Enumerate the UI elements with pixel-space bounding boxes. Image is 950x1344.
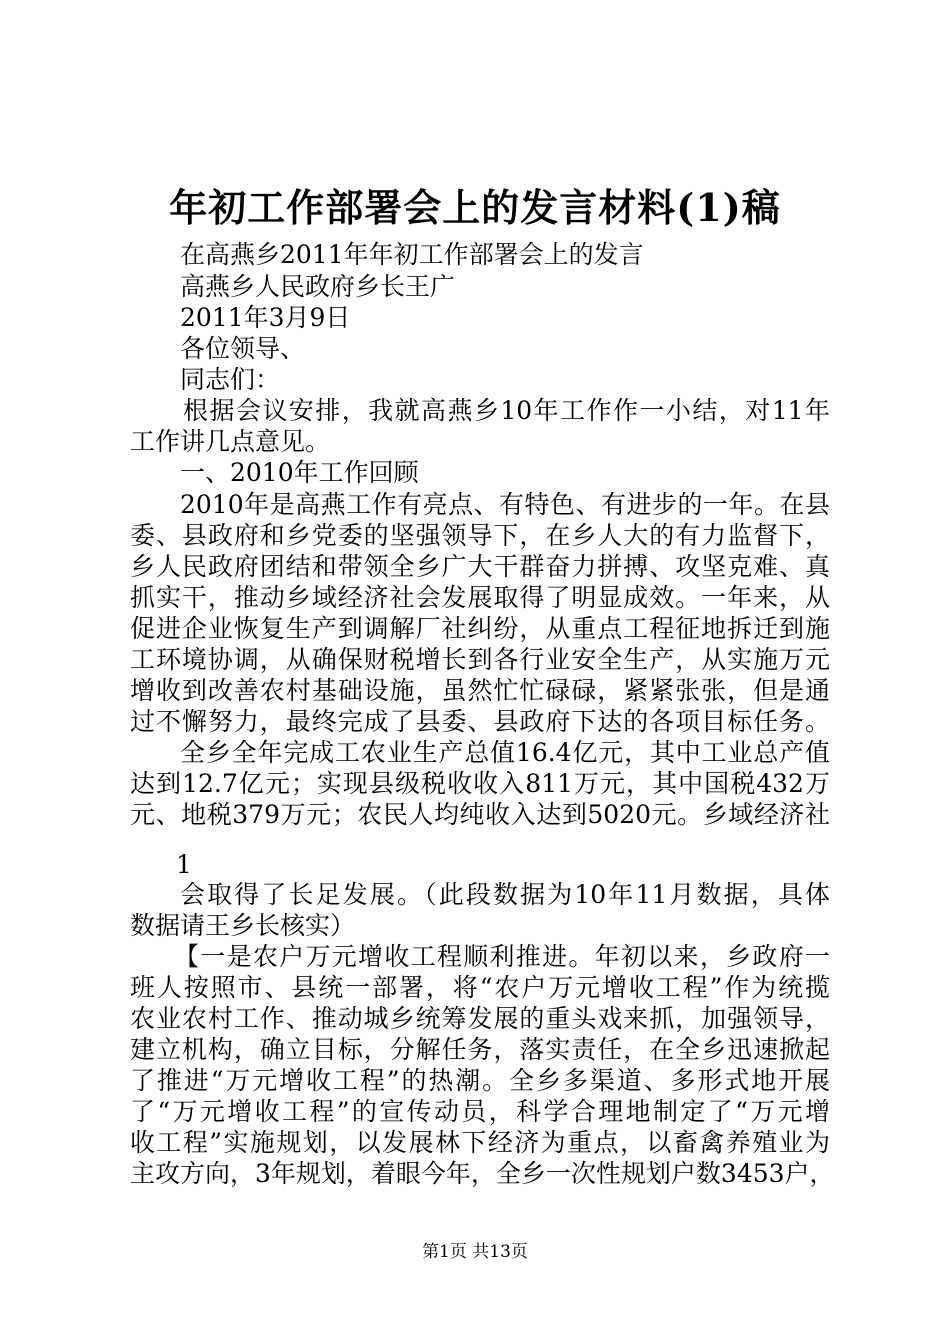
body-text-line: 元、地税379万元；农民人均纯收入达到5020元。乡域经济社 (130, 800, 830, 829)
speaker-line: 高燕乡人民政府乡长王广 (180, 272, 456, 301)
inline-page-number: 1 (176, 850, 192, 879)
salutation-line-2: 同志们： (180, 365, 281, 394)
speech-heading: 在高燕乡2011年年初工作部署会上的发言 (180, 240, 644, 269)
body-text-line: 抓实干，推动乡域经济社会发展取得了明显成效。一年来，从 (130, 583, 830, 612)
body-text-line: 达到12.7亿元；实现县级税收收入811万元，其中国税432万 (130, 769, 830, 798)
salutation-line-1: 各位领导、 (180, 334, 306, 363)
body-text-line: 委、县政府和乡党委的坚强领导下，在乡人大的有力监督下， (130, 521, 830, 550)
body-text-line: 促进企业恢复生产到调解厂社纠纷，从重点工程征地拆迁到施 (130, 614, 830, 643)
body-text-line: 了推进“万元增收工程”的热潮。全乡多渠道、多形式地开展 (130, 1066, 830, 1095)
body-text-line: 收工程”实施规划，以发展林下经济为重点，以畜禽养殖业为 (130, 1128, 830, 1157)
body-text-line: 工作讲几点意见。 (130, 427, 331, 456)
date-line: 2011年3月9日 (180, 303, 351, 332)
body-text-line: 过不懈努力，最终完成了县委、县政府下达的各项目标任务。 (130, 707, 830, 736)
body-text-line: 建立机构，确立目标，分解任务，落实责任，在全乡迅速掀起 (130, 1035, 830, 1064)
body-text-line: 农业农村工作、推动城乡统筹发展的重头戏来抓，加强领导， (130, 1004, 830, 1033)
document-title: 年初工作部署会上的发言材料(1)稿 (169, 185, 781, 230)
section-heading: 一、2010年工作回顾 (180, 458, 419, 487)
body-text-line: 会取得了长足发展。（此段数据为10年11月数据，具体 (180, 880, 830, 909)
page-footer: 第1页 共13页 (422, 1242, 528, 1262)
body-text-line: 主攻方向，3年规划，着眼今年，全乡一次性规划户数3453户， (130, 1159, 835, 1188)
body-text-line: 2010年是高燕工作有亮点、有特色、有进步的一年。在县 (180, 490, 830, 519)
body-text-line: 根据会议安排，我就高燕乡10年工作作一小结，对11年 (183, 396, 830, 425)
body-text-line: 数据请王乡长核实） (130, 911, 356, 940)
body-text-line: 工环境协调，从确保财税增长到各行业安全生产，从实施万元 (130, 645, 830, 674)
body-text-line: 【一是农户万元增收工程顺利推进。年初以来，乡政府一 (174, 942, 830, 971)
body-text-line: 班人按照市、县统一部署，将“农户万元增收工程”作为统揽 (130, 973, 830, 1002)
body-text-line: 乡人民政府团结和带领全乡广大干群奋力拼搏、攻坚克难、真 (130, 552, 830, 581)
body-text-line: 了“万元增收工程”的宣传动员，科学合理地制定了“万元增 (130, 1097, 830, 1126)
body-text-line: 增收到改善农村基础设施，虽然忙忙碌碌，紧紧张张，但是通 (130, 676, 830, 705)
body-text-line: 全乡全年完成工农业生产总值16.4亿元，其中工业总产值 (180, 738, 830, 767)
